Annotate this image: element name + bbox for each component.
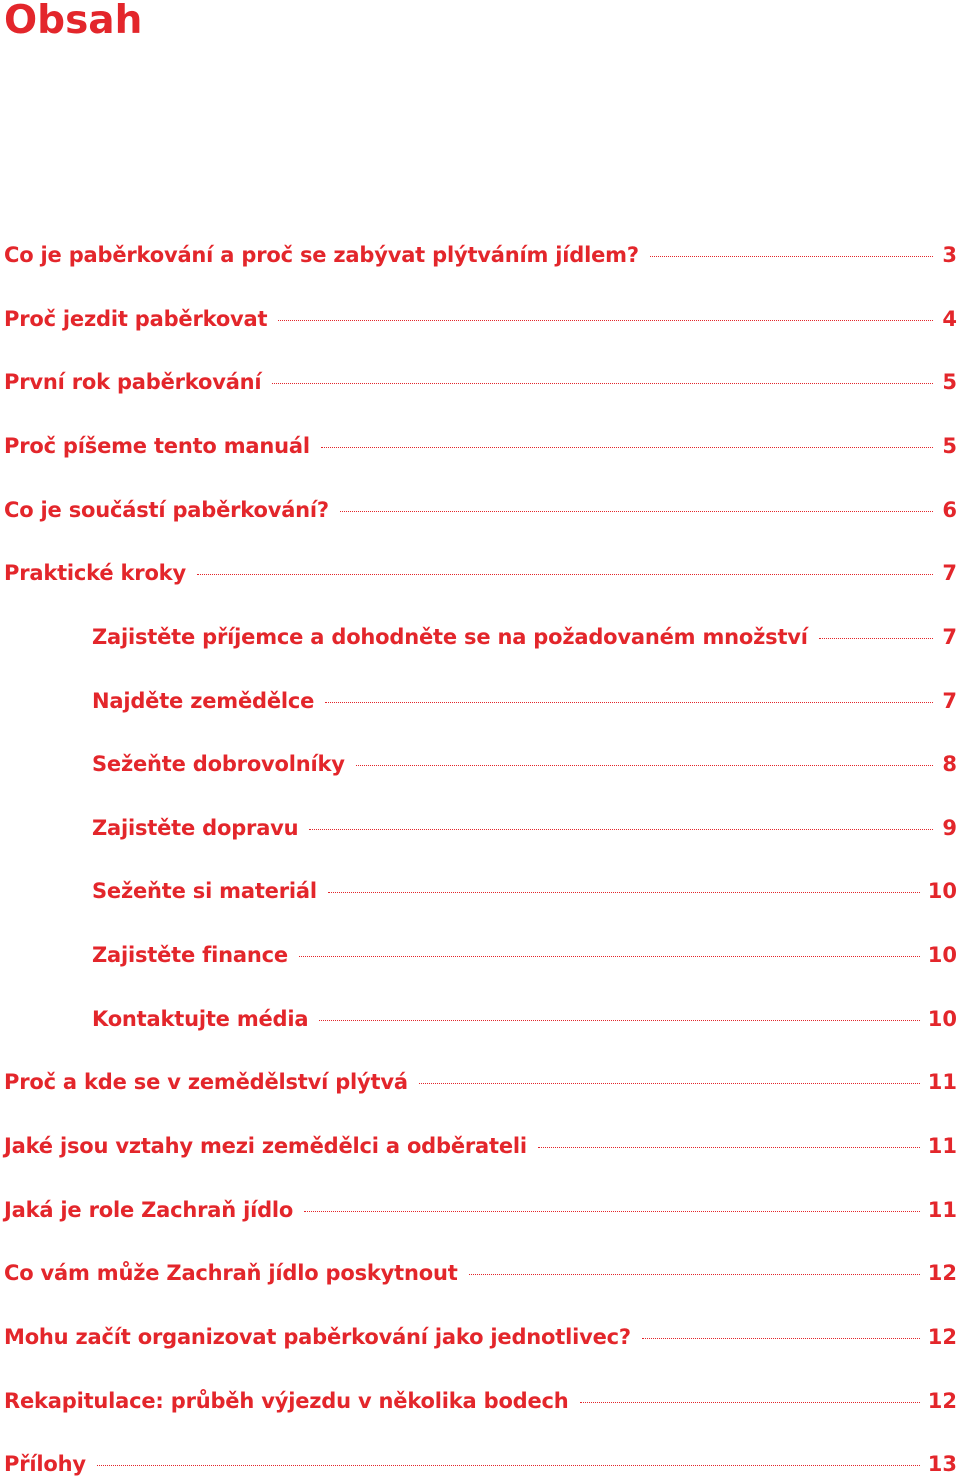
toc-entry-page: 7	[942, 689, 957, 713]
toc-entry-label: Co je součástí paběrkování?	[4, 498, 329, 522]
toc-entry-label: Zajistěte finance	[92, 943, 288, 967]
toc-subentry[interactable]	[92, 684, 957, 718]
toc-entry-label: Kontaktujte média	[92, 1007, 309, 1031]
toc-subentry[interactable]	[92, 1002, 957, 1036]
toc-entry-label: Praktické kroky	[4, 561, 186, 585]
dotted-leader	[642, 1338, 920, 1339]
toc-entry[interactable]	[4, 1193, 957, 1227]
dotted-leader	[319, 1020, 919, 1021]
dotted-leader	[278, 320, 933, 321]
dotted-leader	[580, 1402, 920, 1403]
toc-entry[interactable]	[4, 1384, 957, 1418]
toc-entry-page: 5	[942, 370, 957, 394]
toc-entry[interactable]	[4, 493, 957, 527]
dotted-leader	[97, 1465, 920, 1466]
dotted-leader	[321, 447, 933, 448]
toc-entry-page: 11	[927, 1198, 957, 1222]
dotted-leader	[819, 638, 933, 639]
dotted-leader	[328, 892, 920, 893]
toc-entry[interactable]	[4, 1129, 957, 1163]
toc-entry-label: Zajistěte příjemce a dohodněte se na požadovaném množství	[92, 625, 808, 649]
toc-entry-label: Zajistěte dopravu	[92, 816, 299, 840]
toc-subentry[interactable]	[92, 811, 957, 845]
toc-entry-page: 5	[942, 434, 957, 458]
toc-entry[interactable]	[4, 1320, 957, 1354]
toc-entry-page: 10	[927, 1007, 957, 1031]
toc-subentry[interactable]	[92, 938, 957, 972]
toc-entry-page: 7	[942, 625, 957, 649]
toc-subentry[interactable]	[92, 620, 957, 654]
toc-entry-label: Sežeňte dobrovolníky	[92, 752, 345, 776]
toc-entry-label: Proč a kde se v zemědělství plýtvá	[4, 1070, 408, 1094]
page-title: Obsah	[4, 0, 143, 43]
toc-entry-page: 3	[942, 243, 957, 267]
toc-entry-label: Co je paběrkování a proč se zabývat plýtváním jídlem?	[4, 243, 639, 267]
dotted-leader	[325, 702, 933, 703]
toc-entry[interactable]	[4, 302, 957, 336]
toc-entry-page: 12	[927, 1261, 957, 1285]
toc-entry[interactable]	[4, 238, 957, 272]
toc-entry-page: 12	[927, 1389, 957, 1413]
toc-entry-page: 10	[927, 879, 957, 903]
dotted-leader	[650, 256, 933, 257]
toc-entry-label: Mohu začít organizovat paběrkování jako jednotlivec?	[4, 1325, 631, 1349]
toc-entry-label: Přílohy	[4, 1452, 86, 1476]
toc-entry[interactable]	[4, 365, 957, 399]
toc-entry-label: Jaká je role Zachraň jídlo	[4, 1198, 294, 1222]
toc-entry[interactable]	[4, 556, 957, 590]
toc-entry-page: 12	[927, 1325, 957, 1349]
toc-entry-page: 7	[942, 561, 957, 585]
dotted-leader	[356, 765, 933, 766]
toc-entry[interactable]	[4, 1256, 957, 1290]
dotted-leader	[272, 383, 933, 384]
toc-entry-page: 13	[927, 1452, 957, 1476]
dotted-leader	[469, 1274, 920, 1275]
toc-entry-label: Najděte zemědělce	[92, 689, 315, 713]
toc-entry-page: 9	[942, 816, 957, 840]
toc-entry-label: První rok paběrkování	[4, 370, 262, 394]
toc-entry-page: 10	[927, 943, 957, 967]
toc-subentry[interactable]	[92, 747, 957, 781]
toc-entry-page: 11	[927, 1134, 957, 1158]
dotted-leader	[299, 956, 920, 957]
dotted-leader	[419, 1083, 920, 1084]
toc-entry-page: 11	[927, 1070, 957, 1094]
toc-entry-label: Sežeňte si materiál	[92, 879, 317, 903]
toc-entry-label: Jaké jsou vztahy mezi zemědělci a odběrateli	[4, 1134, 527, 1158]
toc-entry[interactable]	[4, 429, 957, 463]
toc-entry[interactable]	[4, 1447, 957, 1481]
toc-entry-page: 8	[942, 752, 957, 776]
toc-entry[interactable]	[4, 1065, 957, 1099]
toc-subentry[interactable]	[92, 874, 957, 908]
dotted-leader	[197, 574, 933, 575]
toc-entry-label: Rekapitulace: průběh výjezdu v několika bodech	[4, 1389, 569, 1413]
toc-entry-page: 4	[942, 307, 957, 331]
toc-entry-label: Proč jezdit paběrkovat	[4, 307, 268, 331]
dotted-leader	[309, 829, 933, 830]
dotted-leader	[340, 511, 933, 512]
dotted-leader	[538, 1147, 920, 1148]
toc-entry-label: Proč píšeme tento manuál	[4, 434, 310, 458]
toc-entry-label: Co vám může Zachraň jídlo poskytnout	[4, 1261, 458, 1285]
toc-entry-page: 6	[942, 498, 957, 522]
dotted-leader	[304, 1211, 920, 1212]
